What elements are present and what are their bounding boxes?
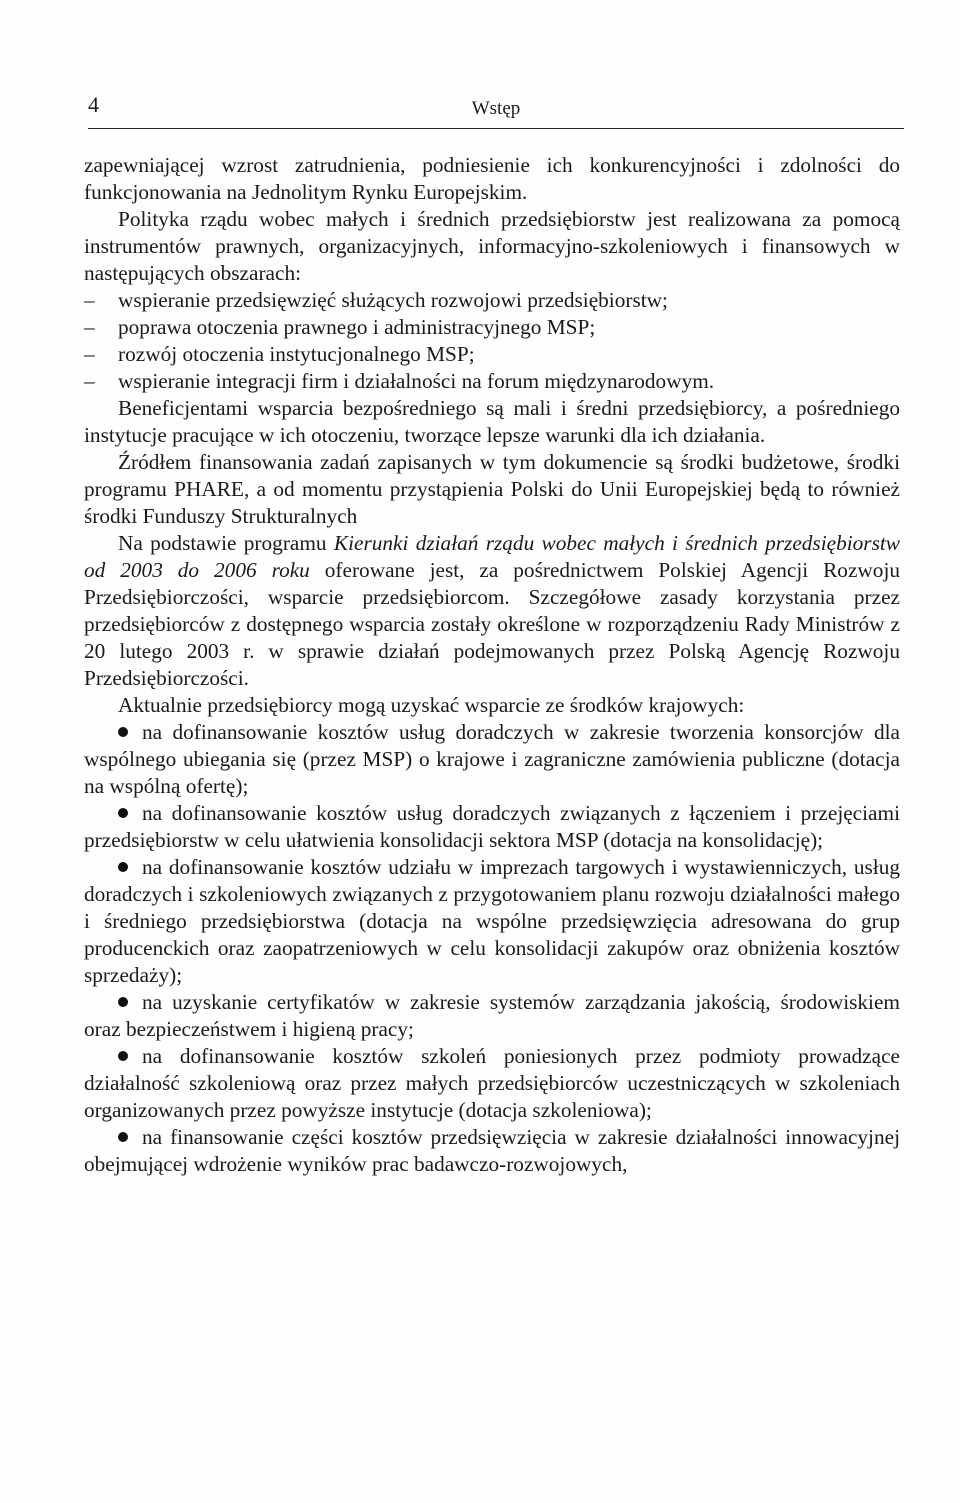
list-item-text: na uzyskanie certyfikatów w zakresie systemów zarządzania jakością, środowiskiem oraz bezpieczeństwem i higieną pracy; [84, 990, 900, 1041]
list-item-text: rozwój otoczenia instytucjonalnego MSP; [118, 342, 475, 366]
dash-marker: – [84, 342, 95, 366]
dash-list-item [84, 341, 900, 368]
list-item-text: na dofinansowanie kosztów usług doradczych związanych z łączeniem i przejęciami przedsiębiorstw w celu ułatwienia konsolidacji sektora MSP (dotacja na konsolidację); [84, 801, 900, 852]
list-item-text: na dofinansowanie kosztów szkoleń poniesionych przez podmioty prowadzące działalność szkoleniową oraz przez małych przedsiębiorców uczestniczących w szkoleniach organizowanych przez powyższe instytucje (dotacja szkoleniowa); [84, 1044, 900, 1122]
dash-marker: – [84, 369, 95, 393]
dash-list-item [84, 287, 900, 314]
page-number: 4 [88, 92, 99, 117]
page-body [84, 152, 900, 1178]
bullet-list-item [84, 989, 900, 1043]
dash-marker: – [84, 315, 95, 339]
bullet-list-item [84, 1043, 900, 1124]
text-run: Na podstawie programu [118, 531, 334, 555]
bullet-list-item [84, 719, 900, 800]
bullet-icon [118, 1051, 128, 1061]
paragraph: Polityka rządu wobec małych i średnich przedsiębiorstw jest realizowana za pomocą instrumentów prawnych, organizacyjnych, informacyjno-szkoleniowych i finansowych w następujących obszarach: [84, 207, 900, 285]
list-item-text: poprawa otoczenia prawnego i administracyjnego MSP; [118, 315, 596, 339]
list-item-text: na dofinansowanie kosztów usług doradczych w zakresie tworzenia konsorcjów dla wspólnego ubiegania się (przez MSP) o krajowe i zagraniczne zamówienia publiczne (dotacja na wspólną ofertę); [84, 720, 900, 798]
dash-marker: – [84, 288, 95, 312]
dash-list-item [84, 314, 900, 341]
bullet-icon [118, 862, 128, 872]
bullet-list-item [84, 800, 900, 854]
paragraph: Źródłem finansowania zadań zapisanych w tym dokumencie są środki budżetowe, środki programu PHARE, a od momentu przystąpienia Polski do Unii Europejskiej będą to również środki Funduszy Strukturalnych [84, 450, 900, 528]
bullet-list-item [84, 1124, 900, 1178]
bullet-icon [118, 997, 128, 1007]
paragraph: zapewniającej wzrost zatrudnienia, podniesienie ich konkurencyjności i zdolności do funkcjonowania na Jednolitym Rynku Europejskim. [84, 153, 900, 204]
paragraph: Beneficjentami wsparcia bezpośredniego są mali i średni przedsiębiorcy, a pośredniego instytucje pracujące w ich otoczeniu, tworzące lepsze warunki dla ich działania. [84, 396, 900, 447]
bullet-icon [118, 727, 128, 737]
list-item-text: na dofinansowanie kosztów udziału w imprezach targowych i wystawienniczych, usług doradczych i szkoleniowych związanych z przygotowaniem planu rozwoju działalności małego i średniego przedsiębiorstwa (dotacja na wspólne przedsięwzięcia adresowana do grup producenckich oraz zaopatrzeniowych w celu konsolidacji zakupów oraz obniżenia kosztów sprzedaży); [84, 855, 900, 987]
paragraph: Aktualnie przedsiębiorcy mogą uzyskać wsparcie ze środków krajowych: [118, 693, 745, 717]
running-head: Wstęp [471, 98, 521, 119]
list-item-text: wspieranie integracji firm i działalności na forum międzynarodowym. [118, 369, 715, 393]
page-header [88, 92, 904, 129]
list-item-text: wspieranie przedsięwzięć służących rozwojowi przedsiębiorstw; [118, 288, 668, 312]
dash-list-item [84, 368, 900, 395]
text-run: oferowane jest, za pośrednictwem Polskiej Agencji Rozwoju Przedsiębiorczości, wsparcie przedsiębiorcom. Szczegółowe zasady korzystania przez przedsiębiorców z dostępnego wsparcia zostały określone w rozporządzeniu Rady Ministrów z 20 lutego 2003 r. w sprawie działań podejmowanych przez Polską Agencję Rozwoju Przedsiębiorczości. [84, 558, 901, 690]
bullet-icon [118, 808, 128, 818]
program-title-italic: Kierunki działań rządu wobec małych i średnich przedsiębiorstw od 2003 do 2006 roku [84, 531, 900, 582]
bullet-list-item [84, 854, 900, 989]
list-item-text: na finansowanie części kosztów przedsięwzięcia w zakresie działalności innowacyjnej obejmującej wdrożenie wyników prac badawczo-rozwojowych, [84, 1125, 900, 1176]
bullet-icon [118, 1132, 128, 1142]
paragraph [84, 530, 900, 692]
